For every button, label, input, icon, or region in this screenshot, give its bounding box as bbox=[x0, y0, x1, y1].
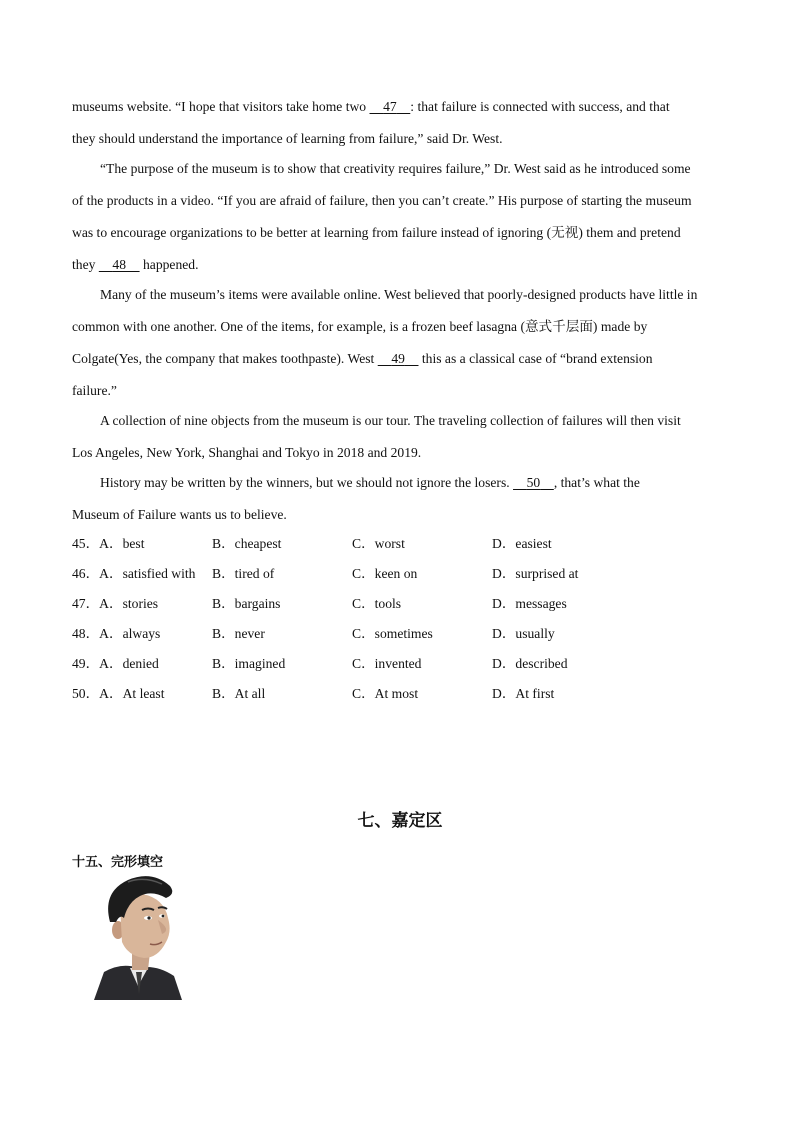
option-b: B．imagined bbox=[212, 656, 286, 671]
passage-text: Colgate(Yes, the company that makes toothpaste). West bbox=[72, 351, 378, 366]
passage-line-14: Museum of Failure wants us to believe. bbox=[72, 507, 287, 522]
passage-line-10: failure.” bbox=[72, 383, 117, 398]
question-47 bbox=[72, 595, 772, 613]
passage-line-9 bbox=[72, 350, 653, 368]
passage-line-2: they should understand the importance of learning from failure,” said Dr. West. bbox=[72, 131, 503, 146]
passage-line-4: of the products in a video. “If you are afraid of failure, then you can’t create.” His purpose of starting the museum bbox=[72, 193, 692, 208]
question-49 bbox=[72, 655, 772, 673]
option-c: C．tools bbox=[352, 596, 402, 611]
passage-text: happened. bbox=[139, 257, 199, 272]
option-c: C．keen on bbox=[352, 566, 418, 581]
cartoon-boy-illustration bbox=[92, 872, 184, 1000]
question-48 bbox=[72, 625, 772, 643]
option-b: B．never bbox=[212, 626, 265, 641]
section-title: 七、嘉定区 bbox=[357, 811, 443, 831]
passage-line-3: “The purpose of the museum is to show that creativity requires failure,” Dr. West said as he introduced some bbox=[100, 161, 691, 176]
passage-line-5: was to encourage organizations to be better at learning from failure instead of ignoring (无视) them and pretend bbox=[72, 225, 681, 240]
option-d: D．surprised at bbox=[492, 566, 579, 581]
option-a: 49．A．denied bbox=[72, 656, 159, 671]
passage-line-11: A collection of nine objects from the museum is our tour. The traveling collection of failures will then visit bbox=[100, 413, 681, 428]
passage-line-12: Los Angeles, New York, Shanghai and Tokyo in 2018 and 2019. bbox=[72, 445, 422, 460]
option-d: D．messages bbox=[492, 596, 567, 611]
option-d: D．easiest bbox=[492, 536, 552, 551]
passage-line-1 bbox=[72, 98, 670, 116]
passage-text: , that’s what the bbox=[553, 475, 640, 490]
option-b: B．tired of bbox=[212, 566, 275, 581]
option-d: D．At first bbox=[492, 686, 555, 701]
option-b: B．At all bbox=[212, 686, 266, 701]
option-d: D．described bbox=[492, 656, 568, 671]
option-a: 46．A．satisfied with bbox=[72, 566, 196, 581]
blank-49: 49 bbox=[391, 351, 405, 366]
option-c: C．At most bbox=[352, 686, 419, 701]
passage-text: : that failure is connected with success, and that bbox=[410, 99, 670, 114]
option-b: B．cheapest bbox=[212, 536, 282, 551]
blank-48: 48 bbox=[112, 257, 126, 272]
passage-line-13 bbox=[100, 474, 640, 492]
option-c: C．worst bbox=[352, 536, 405, 551]
option-a: 50．A．At least bbox=[72, 686, 165, 701]
question-45 bbox=[72, 535, 772, 553]
option-d: D．usually bbox=[492, 626, 555, 641]
blank-50: 50 bbox=[526, 475, 541, 490]
option-c: C．invented bbox=[352, 656, 422, 671]
passage-text: museums website. “I hope that visitors take home two bbox=[72, 99, 370, 114]
option-c: C．sometimes bbox=[352, 626, 433, 641]
question-46 bbox=[72, 565, 772, 583]
section-subtitle: 十五、完形填空 bbox=[72, 855, 164, 870]
option-a: 48．A．always bbox=[72, 626, 161, 641]
passage-line-7: Many of the museum’s items were available online. West believed that poorly-designed products have little in bbox=[100, 287, 698, 302]
question-50 bbox=[72, 685, 772, 703]
option-a: 47．A．stories bbox=[72, 596, 159, 611]
passage-line-8: common with one another. One of the items, for example, is a frozen beef lasagna (意式千层面) made by bbox=[72, 319, 648, 334]
passage-text: they bbox=[72, 257, 99, 272]
passage-line-6 bbox=[72, 256, 198, 274]
passage-text: this as a classical case of “brand extension bbox=[418, 351, 653, 366]
blank-47: 47 bbox=[383, 99, 397, 114]
option-b: B．bargains bbox=[212, 596, 281, 611]
option-a: 45．A．best bbox=[72, 536, 145, 551]
passage-text: History may be written by the winners, but we should not ignore the losers. bbox=[100, 475, 514, 490]
